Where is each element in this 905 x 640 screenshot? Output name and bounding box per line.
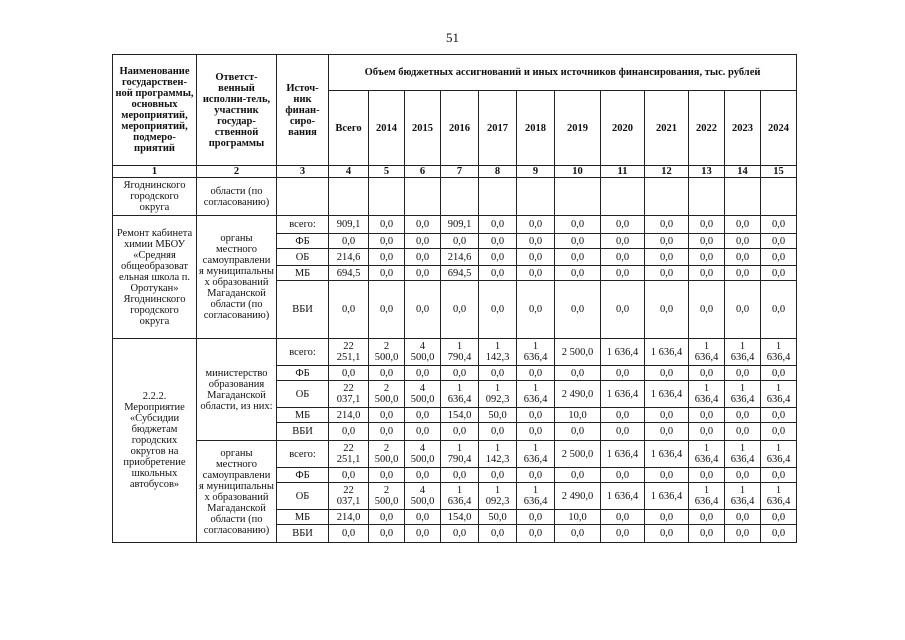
- year-value: 0,0: [369, 408, 405, 423]
- year-value: 4 500,0: [405, 441, 441, 468]
- year-value: 0,0: [601, 510, 645, 525]
- year-value: 0,0: [601, 366, 645, 381]
- source-label: ВБИ: [277, 423, 329, 441]
- year-value: 0,0: [725, 281, 761, 339]
- year-value: 0,0: [645, 366, 689, 381]
- program-name-cell: 2.2.2. Мероприятие «Субсидии бюджетам городских округов на приобретение школьных автобусов»: [113, 339, 197, 543]
- year-value: 909,1: [441, 216, 479, 234]
- source-label: МБ: [277, 510, 329, 525]
- year-value: 0,0: [517, 216, 555, 234]
- year-value: 1 636,4: [725, 381, 761, 408]
- year-value: 0,0: [555, 266, 601, 281]
- total-value: 22 037,1: [329, 381, 369, 408]
- year-value: 0,0: [369, 468, 405, 483]
- year-value: 0,0: [405, 234, 441, 249]
- year-value: 0,0: [369, 249, 405, 266]
- source-label: ОБ: [277, 483, 329, 510]
- column-number: 13: [689, 166, 725, 178]
- year-value: 1 636,4: [517, 339, 555, 366]
- executor-cell: области (по согласованию): [197, 178, 277, 216]
- year-value: 0,0: [725, 266, 761, 281]
- year-value: 0,0: [441, 525, 479, 543]
- header-year: 2021: [645, 91, 689, 166]
- header-total: Всего: [329, 91, 369, 166]
- year-value: 0,0: [555, 216, 601, 234]
- total-value: 694,5: [329, 266, 369, 281]
- source-label: ВБИ: [277, 281, 329, 339]
- year-value: 1 636,4: [761, 483, 797, 510]
- year-value: 1 636,4: [689, 339, 725, 366]
- year-value: 0,0: [369, 525, 405, 543]
- total-value: 214,0: [329, 510, 369, 525]
- header-year: 2018: [517, 91, 555, 166]
- year-value: 4 500,0: [405, 381, 441, 408]
- year-value: 694,5: [441, 266, 479, 281]
- year-value: 0,0: [761, 423, 797, 441]
- year-value: 0,0: [479, 266, 517, 281]
- year-value: 0,0: [601, 468, 645, 483]
- executor-cell: органы местного самоуправлени я муниципальны х образований Магаданской области (по согласованию): [197, 441, 277, 543]
- year-value: 0,0: [479, 281, 517, 339]
- year-value: 1 636,4: [441, 381, 479, 408]
- year-value: 1 636,4: [725, 483, 761, 510]
- header-budget-title: Объем бюджетных ассигнований и иных источников финансирования, тыс. рублей: [329, 55, 797, 91]
- year-value: 0,0: [689, 468, 725, 483]
- year-value: 0,0: [725, 408, 761, 423]
- header-year: 2015: [405, 91, 441, 166]
- total-value: 22 251,1: [329, 339, 369, 366]
- year-value: 1 636,4: [645, 441, 689, 468]
- year-value: 2 500,0: [369, 381, 405, 408]
- year-value: 0,0: [405, 216, 441, 234]
- year-value: 0,0: [645, 281, 689, 339]
- year-value: 0,0: [645, 525, 689, 543]
- year-value: 10,0: [555, 408, 601, 423]
- year-value: 0,0: [479, 216, 517, 234]
- year-value: 0,0: [645, 266, 689, 281]
- year-value: 0,0: [555, 281, 601, 339]
- year-value: 1 636,4: [601, 339, 645, 366]
- executor-cell: органы местного самоуправлени я муниципальны х образований Магаданской области (по согласованию): [197, 216, 277, 339]
- header-program-name: Наименование государствен-ной программы, основных мероприятий, мероприятий, подмеро-приятий: [113, 55, 197, 166]
- year-value: 1 636,4: [725, 441, 761, 468]
- total-value: 22 037,1: [329, 483, 369, 510]
- year-value: 0,0: [479, 366, 517, 381]
- year-value: 0,0: [725, 216, 761, 234]
- year-value: 0,0: [725, 366, 761, 381]
- year-value: 0,0: [517, 234, 555, 249]
- total-value: 0,0: [329, 281, 369, 339]
- year-value: 0,0: [517, 266, 555, 281]
- year-value: 0,0: [725, 468, 761, 483]
- year-value: 0,0: [761, 234, 797, 249]
- year-value: 0,0: [479, 423, 517, 441]
- year-value: 1 636,4: [725, 339, 761, 366]
- total-value: 0,0: [329, 366, 369, 381]
- source-label: МБ: [277, 408, 329, 423]
- source-label: ОБ: [277, 249, 329, 266]
- year-value: 0,0: [405, 266, 441, 281]
- executor-cell: министерство образования Магаданской области, из них:: [197, 339, 277, 441]
- column-number: 1: [113, 166, 197, 178]
- total-value: 214,0: [329, 408, 369, 423]
- year-value: 0,0: [517, 510, 555, 525]
- year-value: 0,0: [689, 423, 725, 441]
- year-value: 0,0: [689, 408, 725, 423]
- year-value: 0,0: [405, 423, 441, 441]
- year-value: 0,0: [555, 468, 601, 483]
- year-value: 2 490,0: [555, 381, 601, 408]
- year-value: 0,0: [645, 423, 689, 441]
- column-number: 10: [555, 166, 601, 178]
- year-value: 0,0: [761, 266, 797, 281]
- year-value: 2 490,0: [555, 483, 601, 510]
- column-number: 9: [517, 166, 555, 178]
- year-value: 1 636,4: [645, 483, 689, 510]
- year-value: 0,0: [479, 234, 517, 249]
- year-value: 0,0: [601, 525, 645, 543]
- header-year: 2014: [369, 91, 405, 166]
- year-value: 0,0: [405, 281, 441, 339]
- year-value: 0,0: [725, 510, 761, 525]
- year-value: 1 636,4: [761, 339, 797, 366]
- year-value: 1 636,4: [441, 483, 479, 510]
- year-value: 0,0: [441, 468, 479, 483]
- column-number: 12: [645, 166, 689, 178]
- year-value: 0,0: [725, 525, 761, 543]
- year-value: 0,0: [479, 468, 517, 483]
- program-name-cell: Ремонт кабинета химии МБОУ «Средняя общеобразоват ельная школа п. Оротукан» Ягоднинского городского округа: [113, 216, 197, 339]
- year-value: 0,0: [725, 423, 761, 441]
- year-value: 0,0: [725, 249, 761, 266]
- column-number: 3: [277, 166, 329, 178]
- year-value: 1 636,4: [517, 483, 555, 510]
- year-value: 0,0: [689, 266, 725, 281]
- year-value: 0,0: [555, 234, 601, 249]
- year-value: 0,0: [645, 216, 689, 234]
- year-value: 50,0: [479, 510, 517, 525]
- year-value: 0,0: [441, 423, 479, 441]
- year-value: 0,0: [441, 281, 479, 339]
- year-value: 2 500,0: [369, 483, 405, 510]
- year-value: 1 092,3: [479, 381, 517, 408]
- year-value: 0,0: [601, 216, 645, 234]
- year-value: 50,0: [479, 408, 517, 423]
- year-value: 1 142,3: [479, 339, 517, 366]
- total-value: 0,0: [329, 234, 369, 249]
- table-row: [113, 441, 797, 468]
- year-value: 1 092,3: [479, 483, 517, 510]
- year-value: 10,0: [555, 510, 601, 525]
- column-number: 4: [329, 166, 369, 178]
- year-value: 2 500,0: [555, 339, 601, 366]
- year-value: 0,0: [405, 408, 441, 423]
- column-number: 8: [479, 166, 517, 178]
- header-executor: Ответст-венный исполни-тель, участник государ-ственной программы: [197, 55, 277, 166]
- column-number-row: [113, 166, 797, 178]
- source-label: МБ: [277, 266, 329, 281]
- year-value: 0,0: [405, 249, 441, 266]
- header-year: 2020: [601, 91, 645, 166]
- year-value: 0,0: [479, 525, 517, 543]
- column-number: 15: [761, 166, 797, 178]
- year-value: 0,0: [555, 423, 601, 441]
- source-label: ФБ: [277, 234, 329, 249]
- year-value: 0,0: [517, 408, 555, 423]
- year-value: 1 636,4: [601, 441, 645, 468]
- year-value: 0,0: [601, 266, 645, 281]
- header-year: 2019: [555, 91, 601, 166]
- year-value: 0,0: [761, 408, 797, 423]
- year-value: 1 790,4: [441, 441, 479, 468]
- year-value: 0,0: [689, 281, 725, 339]
- header-year: 2023: [725, 91, 761, 166]
- year-value: 0,0: [555, 249, 601, 266]
- source-label: ВБИ: [277, 525, 329, 543]
- total-value: 214,6: [329, 249, 369, 266]
- year-value: 0,0: [645, 249, 689, 266]
- year-value: 0,0: [601, 234, 645, 249]
- year-value: 0,0: [441, 366, 479, 381]
- year-value: 0,0: [517, 423, 555, 441]
- year-value: 0,0: [689, 366, 725, 381]
- table-row: [113, 339, 797, 366]
- total-value: 22 251,1: [329, 441, 369, 468]
- table-body: [113, 178, 797, 543]
- year-value: 0,0: [761, 525, 797, 543]
- year-value: 0,0: [645, 408, 689, 423]
- year-value: 0,0: [689, 249, 725, 266]
- column-number: 14: [725, 166, 761, 178]
- source-label: всего:: [277, 441, 329, 468]
- year-value: 0,0: [689, 525, 725, 543]
- year-value: 2 500,0: [369, 441, 405, 468]
- year-value: 0,0: [517, 249, 555, 266]
- budget-table: [112, 54, 797, 543]
- year-value: 0,0: [601, 423, 645, 441]
- year-value: 0,0: [369, 423, 405, 441]
- year-value: 4 500,0: [405, 339, 441, 366]
- total-value: 909,1: [329, 216, 369, 234]
- year-value: 0,0: [405, 510, 441, 525]
- year-value: 2 500,0: [555, 441, 601, 468]
- year-value: 0,0: [645, 510, 689, 525]
- year-value: 0,0: [645, 468, 689, 483]
- program-name-cell: Ягоднинского городского округа: [113, 178, 197, 216]
- year-value: 0,0: [369, 266, 405, 281]
- year-value: 0,0: [761, 510, 797, 525]
- column-number: 5: [369, 166, 405, 178]
- year-value: 1 790,4: [441, 339, 479, 366]
- year-value: 1 636,4: [761, 381, 797, 408]
- year-value: 1 636,4: [689, 381, 725, 408]
- source-label: всего:: [277, 339, 329, 366]
- header-year: 2022: [689, 91, 725, 166]
- year-value: 1 636,4: [689, 483, 725, 510]
- year-value: 0,0: [689, 234, 725, 249]
- year-value: 0,0: [725, 234, 761, 249]
- year-value: 1 636,4: [645, 339, 689, 366]
- column-number: 6: [405, 166, 441, 178]
- source-label: ОБ: [277, 381, 329, 408]
- year-value: 214,6: [441, 249, 479, 266]
- total-value: 0,0: [329, 468, 369, 483]
- year-value: 0,0: [761, 216, 797, 234]
- source-label: ФБ: [277, 366, 329, 381]
- year-value: 1 636,4: [601, 381, 645, 408]
- total-value: 0,0: [329, 525, 369, 543]
- year-value: 154,0: [441, 408, 479, 423]
- source-label: ФБ: [277, 468, 329, 483]
- year-value: 0,0: [761, 366, 797, 381]
- page-number: 51: [446, 30, 459, 45]
- year-value: 0,0: [405, 525, 441, 543]
- year-value: 1 142,3: [479, 441, 517, 468]
- year-value: 0,0: [555, 366, 601, 381]
- year-value: 0,0: [689, 216, 725, 234]
- year-value: 0,0: [645, 234, 689, 249]
- year-value: 0,0: [369, 234, 405, 249]
- year-value: 0,0: [405, 468, 441, 483]
- column-number: 11: [601, 166, 645, 178]
- year-value: 0,0: [517, 468, 555, 483]
- year-value: 1 636,4: [601, 483, 645, 510]
- year-value: 0,0: [601, 281, 645, 339]
- year-value: 1 636,4: [517, 441, 555, 468]
- year-value: 1 636,4: [761, 441, 797, 468]
- header-source: Источ-ник финан-сиро-вания: [277, 55, 329, 166]
- year-value: 1 636,4: [689, 441, 725, 468]
- column-number: 2: [197, 166, 277, 178]
- header-year: 2016: [441, 91, 479, 166]
- year-value: 0,0: [369, 281, 405, 339]
- year-value: 0,0: [517, 281, 555, 339]
- year-value: 154,0: [441, 510, 479, 525]
- year-value: 0,0: [601, 249, 645, 266]
- year-value: 1 636,4: [645, 381, 689, 408]
- year-value: 0,0: [369, 366, 405, 381]
- total-value: 0,0: [329, 423, 369, 441]
- header-year: 2024: [761, 91, 797, 166]
- year-value: 1 636,4: [517, 381, 555, 408]
- year-value: 0,0: [761, 468, 797, 483]
- year-value: 0,0: [517, 525, 555, 543]
- year-value: 0,0: [555, 525, 601, 543]
- year-value: 4 500,0: [405, 483, 441, 510]
- year-value: 0,0: [761, 249, 797, 266]
- year-value: 0,0: [689, 510, 725, 525]
- year-value: 0,0: [761, 281, 797, 339]
- year-value: 0,0: [517, 366, 555, 381]
- year-value: 0,0: [369, 510, 405, 525]
- year-value: 0,0: [369, 216, 405, 234]
- year-value: 2 500,0: [369, 339, 405, 366]
- table-row: [113, 178, 797, 216]
- table-row: [113, 216, 797, 234]
- year-value: 0,0: [601, 408, 645, 423]
- header-year: 2017: [479, 91, 517, 166]
- year-value: 0,0: [441, 234, 479, 249]
- year-value: 0,0: [479, 249, 517, 266]
- year-value: 0,0: [405, 366, 441, 381]
- source-label: всего:: [277, 216, 329, 234]
- column-number: 7: [441, 166, 479, 178]
